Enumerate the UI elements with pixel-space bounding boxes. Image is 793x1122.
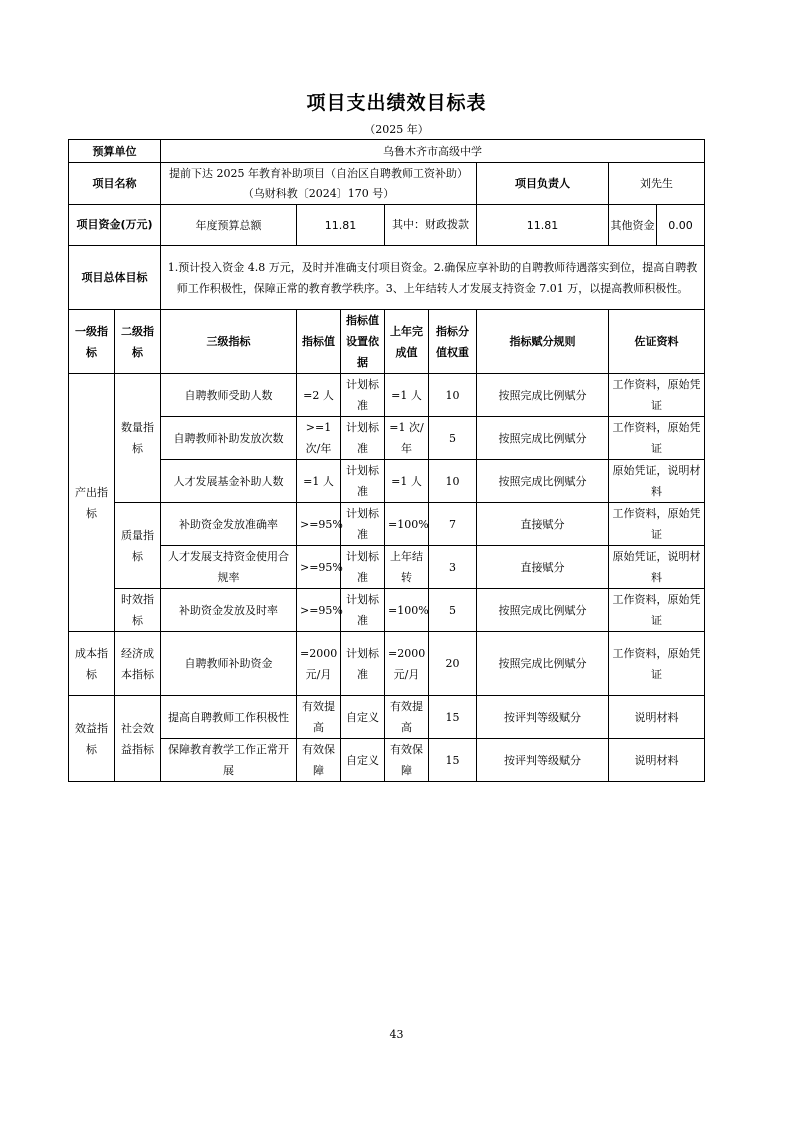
of-which-value: 11.81 (477, 205, 609, 246)
indicator-last: =1 次/年 (385, 417, 429, 460)
header-scoring: 指标赋分规则 (477, 310, 609, 374)
project-leader-value: 刘先生 (609, 163, 705, 205)
indicator-value: 有效保障 (297, 739, 341, 782)
project-name-row (69, 163, 705, 205)
overall-goal-label: 项目总体目标 (69, 246, 161, 310)
group-output: 产出指标 (69, 374, 115, 632)
indicator-evidence: 工作资料，原始凭证 (609, 374, 705, 417)
table-row (69, 546, 705, 589)
table-row (69, 739, 705, 782)
group-economic-cost: 经济成本指标 (115, 632, 161, 696)
table-row (69, 374, 705, 417)
indicator-weight: 5 (429, 417, 477, 460)
page-title: 项目支出绩效目标表 (306, 92, 487, 114)
indicator-basis: 计划标准 (341, 374, 385, 417)
group-cost: 成本指标 (69, 632, 115, 696)
indicator-rule: 按照完成比例赋分 (477, 460, 609, 503)
header-level1: 一级指标 (69, 310, 115, 374)
indicator-basis: 计划标准 (341, 546, 385, 589)
indicator-name: 保障教育教学工作正常开展 (161, 739, 297, 782)
group-social-benefit: 社会效益指标 (115, 696, 161, 782)
indicator-evidence: 工作资料，原始凭证 (609, 503, 705, 546)
header-level3: 三级指标 (161, 310, 297, 374)
indicator-rule: 按评判等级赋分 (477, 739, 609, 782)
indicator-rule: 按照完成比例赋分 (477, 589, 609, 632)
indicator-evidence: 工作资料，原始凭证 (609, 417, 705, 460)
indicator-basis: 自定义 (341, 696, 385, 739)
indicator-name: 人才发展基金补助人数 (161, 460, 297, 503)
indicator-basis: 计划标准 (341, 460, 385, 503)
indicator-value: =2 人 (297, 374, 341, 417)
indicator-name: 提高自聘教师工作积极性 (161, 696, 297, 739)
project-leader-label: 项目负责人 (477, 163, 609, 205)
indicator-rule: 按照完成比例赋分 (477, 417, 609, 460)
indicator-evidence: 原始凭证，说明材料 (609, 460, 705, 503)
other-funds-label: 其他资金 (609, 205, 657, 245)
indicator-rule: 按照完成比例赋分 (477, 632, 609, 696)
indicator-name: 自聘教师补助发放次数 (161, 417, 297, 460)
indicator-value: =1 人 (297, 460, 341, 503)
indicator-weight: 10 (429, 460, 477, 503)
performance-table (68, 139, 705, 782)
header-basis: 指标值设置依据 (341, 310, 385, 374)
header-evidence: 佐证资料 (609, 310, 705, 374)
indicator-weight: 15 (429, 696, 477, 739)
indicator-value: 有效提高 (297, 696, 341, 739)
indicator-evidence: 工作资料，原始凭证 (609, 632, 705, 696)
group-quantity: 数量指标 (115, 374, 161, 503)
indicator-rule: 直接赋分 (477, 546, 609, 589)
indicator-last: =1 人 (385, 460, 429, 503)
indicator-weight: 15 (429, 739, 477, 782)
group-quality: 质量指标 (115, 503, 161, 589)
indicator-last: =100% (385, 589, 429, 632)
header-weight: 指标分值权重 (429, 310, 477, 374)
indicator-weight: 10 (429, 374, 477, 417)
indicator-last: 有效保障 (385, 739, 429, 782)
header-level2: 二级指标 (115, 310, 161, 374)
indicator-value: >=1 次/年 (297, 417, 341, 460)
indicator-basis: 自定义 (341, 739, 385, 782)
annual-total-label: 年度预算总额 (161, 205, 297, 246)
indicator-rule: 按评判等级赋分 (477, 696, 609, 739)
indicator-basis: 计划标准 (341, 417, 385, 460)
indicator-evidence: 说明材料 (609, 739, 705, 782)
indicator-value: >=95% (297, 546, 341, 589)
indicator-value: >=95% (297, 589, 341, 632)
funds-row (69, 205, 705, 246)
project-name-value: 提前下达 2025 年教育补助项目（自治区自聘教师工资补助）（乌财科教〔2024〕170 号） (161, 163, 477, 205)
year-subtitle: （2025 年） (364, 123, 429, 136)
indicator-last: 有效提高 (385, 696, 429, 739)
project-name-label: 项目名称 (69, 163, 161, 205)
table-row (69, 696, 705, 739)
indicator-basis: 计划标准 (341, 632, 385, 696)
overall-goal-text: 1.预计投入资金 4.8 万元，及时并准确支付项目资金。2.确保应享补助的自聘教师待遇落实到位，提高自聘教师工作积极性，保障正常的教育教学秩序。3、上年结转人才发展支持资金 7.01 万，以提高教师积极性。 (161, 246, 705, 310)
table-row (69, 503, 705, 546)
indicator-rule: 直接赋分 (477, 503, 609, 546)
indicator-weight: 7 (429, 503, 477, 546)
funds-label: 项目资金(万元) (69, 205, 161, 246)
indicator-weight: 20 (429, 632, 477, 696)
indicator-name: 补助资金发放准确率 (161, 503, 297, 546)
indicator-name: 补助资金发放及时率 (161, 589, 297, 632)
header-row (69, 310, 705, 374)
indicator-name: 自聘教师补助资金 (161, 632, 297, 696)
other-funds-value: 0.00 (668, 218, 693, 232)
indicator-rule: 按照完成比例赋分 (477, 374, 609, 417)
group-timeliness: 时效指标 (115, 589, 161, 632)
indicator-name: 人才发展支持资金使用合规率 (161, 546, 297, 589)
page-number: 43 (389, 1028, 404, 1041)
indicator-last: =1 人 (385, 374, 429, 417)
annual-total-value: 11.81 (297, 205, 385, 246)
budget-unit-row (69, 140, 705, 163)
indicator-evidence: 原始凭证，说明材料 (609, 546, 705, 589)
indicator-name: 自聘教师受助人数 (161, 374, 297, 417)
indicator-evidence: 工作资料，原始凭证 (609, 589, 705, 632)
indicator-last: 上年结转 (385, 546, 429, 589)
table-row (69, 460, 705, 503)
budget-unit-value: 乌鲁木齐市高级中学 (161, 140, 705, 163)
indicator-basis: 计划标准 (341, 589, 385, 632)
table-row (69, 632, 705, 696)
indicator-value: >=95% (297, 503, 341, 546)
header-last-year: 上年完成值 (385, 310, 429, 374)
indicator-value: =2000 元/月 (297, 632, 341, 696)
indicator-weight: 3 (429, 546, 477, 589)
budget-unit-label: 预算单位 (69, 140, 161, 163)
table-row (69, 417, 705, 460)
overall-goal-row (69, 246, 705, 310)
group-benefit: 效益指标 (69, 696, 115, 782)
other-funds-block (609, 205, 705, 246)
indicator-weight: 5 (429, 589, 477, 632)
of-which-label: 其中：财政拨款 (385, 205, 477, 246)
indicator-last: =100% (385, 503, 429, 546)
table-row (69, 589, 705, 632)
indicator-last: =2000 元/月 (385, 632, 429, 696)
indicator-basis: 计划标准 (341, 503, 385, 546)
indicator-evidence: 说明材料 (609, 696, 705, 739)
header-value: 指标值 (297, 310, 341, 374)
